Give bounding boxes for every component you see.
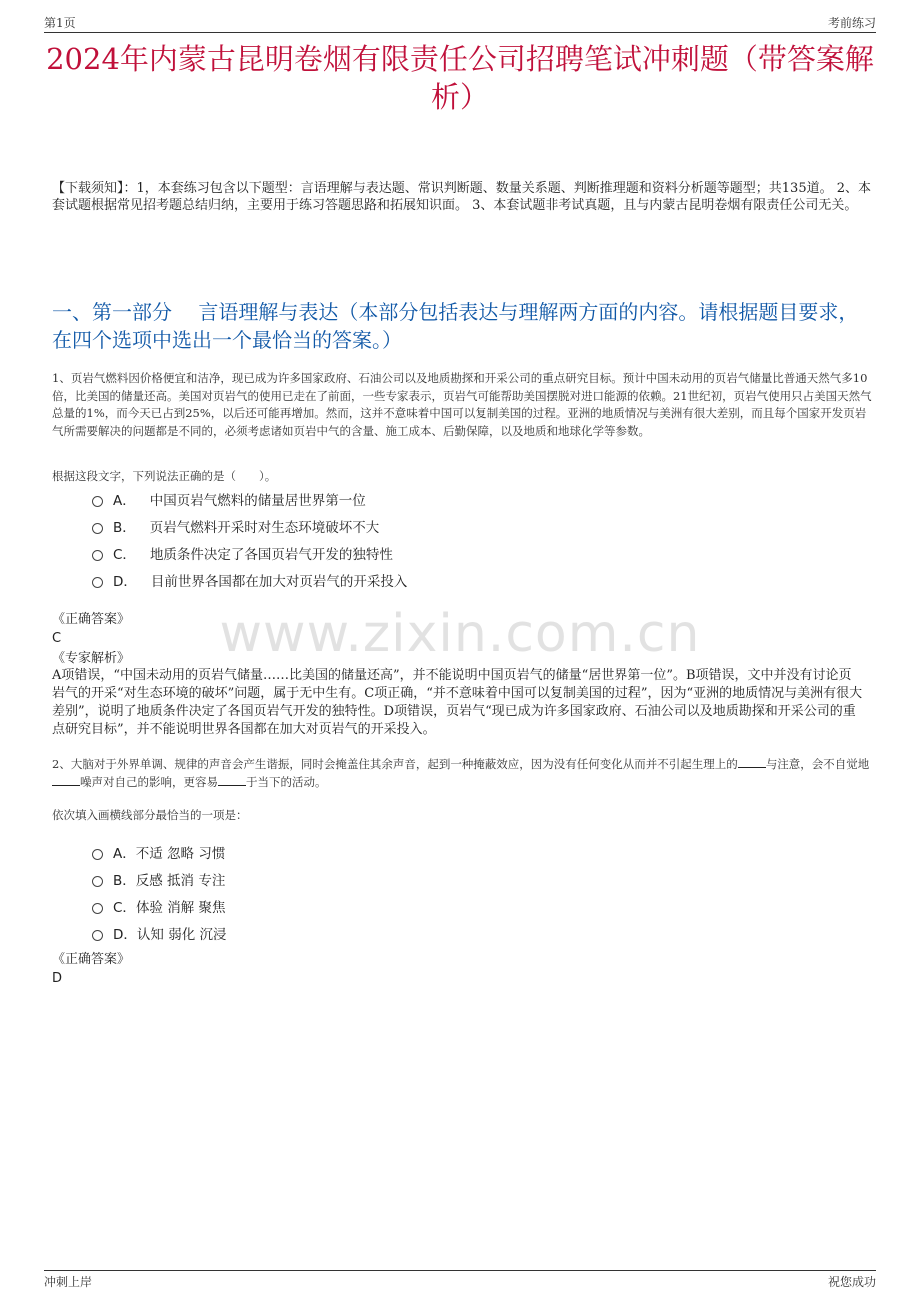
option-d[interactable]: D． 目前世界各国都在加大对页岩气的开采投入 <box>92 566 812 593</box>
page-footer <box>44 1270 876 1287</box>
option-c[interactable]: C． 地质条件决定了各国页岩气开发的独特性 <box>92 539 812 566</box>
footer-left: 冲刺上岸 <box>44 1275 93 1289</box>
option-a[interactable]: A． 不适 忽略 习惯 <box>92 838 812 865</box>
analysis-label: 《专家解析》 <box>52 651 131 666</box>
answer-value: C <box>52 631 62 646</box>
header-tag: 考前练习 <box>827 16 876 30</box>
option-d[interactable]: D． 认知 弱化 沉浸 <box>92 919 812 946</box>
fill-blank <box>52 775 80 786</box>
radio-icon[interactable] <box>92 876 103 887</box>
question-2-text: 2、大脑对于外界单调、规律的声音会产生谐振，同时会掩盖住其余声音，起到一种掩蔽效应，因为没有任何变化从而并不引起生理上的 与注意，会不自觉地噪声对自己的影响，更容易 于当下的活动。 <box>52 757 870 789</box>
radio-icon[interactable] <box>92 550 103 561</box>
question-1-options <box>92 485 812 593</box>
option-a[interactable]: A． 中国页岩气燃料的储量居世界第一位 <box>92 485 812 512</box>
question-1-text: 1、页岩气燃料因价格便宜和洁净，现已成为许多国家政府、石油公司以及地质勘探和开采公司的重点研究目标。预计中国未动用的页岩气储量比普通天然气多10倍，比美国的储量还高。美国对页岩气的使用已走在了前面，一些专家表示，页岩气可能帮助美国摆脱对进口能源的依赖。21世纪初，页岩气使用只占美国天然气总量的1%，而今天已占到25%，以后还可能再增加。然而，这并不意味着中国可以复制美国的过程。亚洲的地质情况与美洲有很大差别，而且每个国家开发页岩气所需要解决的问题都是不同的，必须考虑诸如页岩中气的含量、施工成本、后勤保障，以及地质和地球化学等参数。 <box>52 371 872 438</box>
radio-icon[interactable] <box>92 577 103 588</box>
download-notice: 【下载须知】：1，本套练习包含以下题型：言语理解与表达题、常识判断题、数量关系题、判断推理题和资料分析题等题型；共135道。 2、本套试题根据常见招考题总结归纳，主要用于练习答题思路和拓展知识面。 3、本套试题非考试真题，且与内蒙古昆明卷烟有限责任公司无关。 <box>52 181 871 213</box>
question-2-options <box>92 838 812 946</box>
radio-icon[interactable] <box>92 523 103 534</box>
option-c[interactable]: C． 体验 消解 聚焦 <box>92 892 812 919</box>
footer-right: 祝您成功 <box>827 1275 876 1289</box>
radio-icon[interactable] <box>92 903 103 914</box>
fill-blank <box>738 757 766 768</box>
answer-value: D <box>52 971 63 986</box>
fill-blank <box>218 775 246 786</box>
option-b[interactable]: B． 反感 抵消 专注 <box>92 865 812 892</box>
option-b[interactable]: B． 页岩气燃料开采时对生态环境破坏不大 <box>92 512 812 539</box>
watermark: www.zixin.com.cn <box>219 604 701 664</box>
answer-label: 《正确答案》 <box>52 952 131 967</box>
radio-icon[interactable] <box>92 930 103 941</box>
analysis-text: A项错误，“中国未动用的页岩气储量……比美国的储量还高”，并不能说明中国页岩气的储量“居世界第一位”。B项错误，文中并没有讨论页岩气的开采“对生态环境的破坏”问题，属于无中生有。C项正确，“并不意味着中国可以复制美国的过程”，因为“亚洲的地质情况与美洲有很大差别”，说明了地质条件决定了各国页岩气开发的独特性。D项错误，页岩气“现已成为许多国家政府、石油公司以及地质勘探和开采公司的重点研究目标”，并不能说明世界各国都在加大对页岩气的开采投入。 <box>52 668 863 737</box>
document-title: 2024年内蒙古昆明卷烟有限责任公司招聘笔试冲刺题（带答案解析） <box>46 42 874 114</box>
question-1-prompt: 根据这段文字，下列说法正确的是（ ）。 <box>52 469 277 483</box>
page-number: 第1页 <box>44 16 76 30</box>
page-header <box>44 14 876 33</box>
question-2-prompt: 依次填入画横线部分最恰当的一项是： <box>52 808 248 822</box>
answer-label: 《正确答案》 <box>52 612 131 627</box>
radio-icon[interactable] <box>92 849 103 860</box>
radio-icon[interactable] <box>92 496 103 507</box>
section-heading: 一、第一部分 言语理解与表达（本部分包括表达与理解两方面的内容。请根据题目要求，在四个选项中选出一个最恰当的答案。） <box>52 300 859 352</box>
